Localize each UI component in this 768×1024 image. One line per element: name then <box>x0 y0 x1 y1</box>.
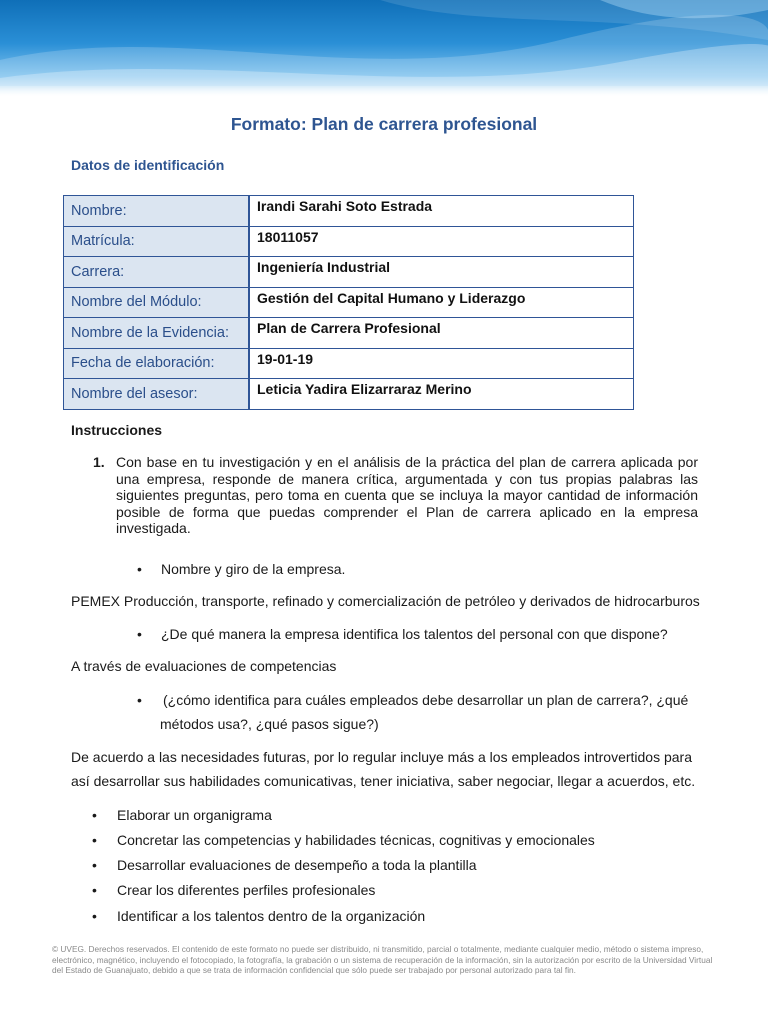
list-item-text: Concretar las competencias y habilidades técnicas, cognitivas y emocionales <box>117 832 595 848</box>
row-value: Irandi Sarahi Soto Estrada <box>249 196 634 227</box>
instruction-number: 1. <box>93 454 105 470</box>
list-item-text: Identificar a los talentos dentro de la organización <box>117 908 426 924</box>
list-item-text: Elaborar un organigrama <box>117 807 272 823</box>
table-row <box>64 196 634 227</box>
table-row <box>64 348 634 379</box>
instruction-item <box>93 454 698 537</box>
row-value: 19-01-19 <box>249 348 634 379</box>
row-label: Nombre del Módulo: <box>64 287 250 318</box>
section-title: Datos de identificación <box>71 157 225 173</box>
bullet-icon: • <box>137 561 142 577</box>
bullet-icon: • <box>92 857 97 873</box>
row-label: Matrícula: <box>64 226 250 257</box>
bullet-icon: • <box>92 832 97 848</box>
header-banner <box>0 0 768 96</box>
answer-text: PEMEX Producción, transporte, refinado y comercialización de petróleo y derivados de hidrocarburos <box>71 593 700 609</box>
table-row <box>64 257 634 288</box>
bullet-icon: • <box>92 807 97 823</box>
bullet-icon: • <box>137 692 142 708</box>
question-text: (¿cómo identifica para cuáles empleados debe desarrollar un plan de carrera?, ¿qué <box>163 692 689 708</box>
row-label: Nombre: <box>64 196 250 227</box>
copyright-footer: © UVEG. Derechos reservados. El contenido de este formato no puede ser distribuido, ni transmitido, parcial o totalmente, mediante cualquier medio, método o sistema impreso, electrónico, magnético, incluyendo el fotocopiado, la fotografía, la grabación o un sistema de recuperación de la información, sin la autorización por escrito de la Universidad Virtual del Estado de Guanajuato, debido a que se trata de información confidencial que sólo puede ser trabajado por personal autorizado para tal fin. <box>52 944 713 975</box>
question-text-continued: métodos usa?, ¿qué pasos sigue?) <box>160 716 379 732</box>
instructions-heading: Instrucciones <box>71 422 163 438</box>
row-value: Leticia Yadira Elizarraraz Merino <box>249 379 634 410</box>
identification-table <box>63 195 634 410</box>
instruction-text: Con base en tu investigación y en el análisis de la práctica del plan de carrera aplicada por una empresa, responde de manera crítica, argumentada y con tus propias palabras las siguientes preguntas, pero toma en cuenta que se incluya la mayor cantidad de información posible de forma que puedas comprender el Plan de carrera aplicado en la empresa investigada. <box>116 454 698 536</box>
table-row <box>64 226 634 257</box>
bullet-icon: • <box>92 908 97 924</box>
question-text: ¿De qué manera la empresa identifica los talentos del personal con que dispone? <box>161 626 668 642</box>
answer-text: De acuerdo a las necesidades futuras, por lo regular incluye más a los empleados introvertidos para <box>71 749 693 765</box>
list-item-text: Desarrollar evaluaciones de desempeño a toda la plantilla <box>117 857 477 873</box>
row-value: Ingeniería Industrial <box>249 257 634 288</box>
row-label: Nombre de la Evidencia: <box>64 318 250 349</box>
row-label: Carrera: <box>64 257 250 288</box>
page-title: Formato: Plan de carrera profesional <box>230 114 538 134</box>
row-value: Gestión del Capital Humano y Liderazgo <box>249 287 634 318</box>
list-item-text: Crear los diferentes perfiles profesionales <box>117 882 376 898</box>
banner-wave-graphic <box>0 0 768 96</box>
row-label: Fecha de elaboración: <box>64 348 250 379</box>
answer-text: A través de evaluaciones de competencias <box>71 658 337 674</box>
table-row <box>64 318 634 349</box>
table-row <box>64 379 634 410</box>
question-text: Nombre y giro de la empresa. <box>161 561 346 577</box>
row-value: 18011057 <box>249 226 634 257</box>
bullet-icon: • <box>92 882 97 898</box>
row-value: Plan de Carrera Profesional <box>249 318 634 349</box>
bullet-icon: • <box>137 626 142 642</box>
answer-text: así desarrollar sus habilidades comunicativas, tener iniciativa, saber negociar, llegar a acuerdos, etc. <box>71 773 696 789</box>
row-label: Nombre del asesor: <box>64 379 250 410</box>
table-row <box>64 287 634 318</box>
